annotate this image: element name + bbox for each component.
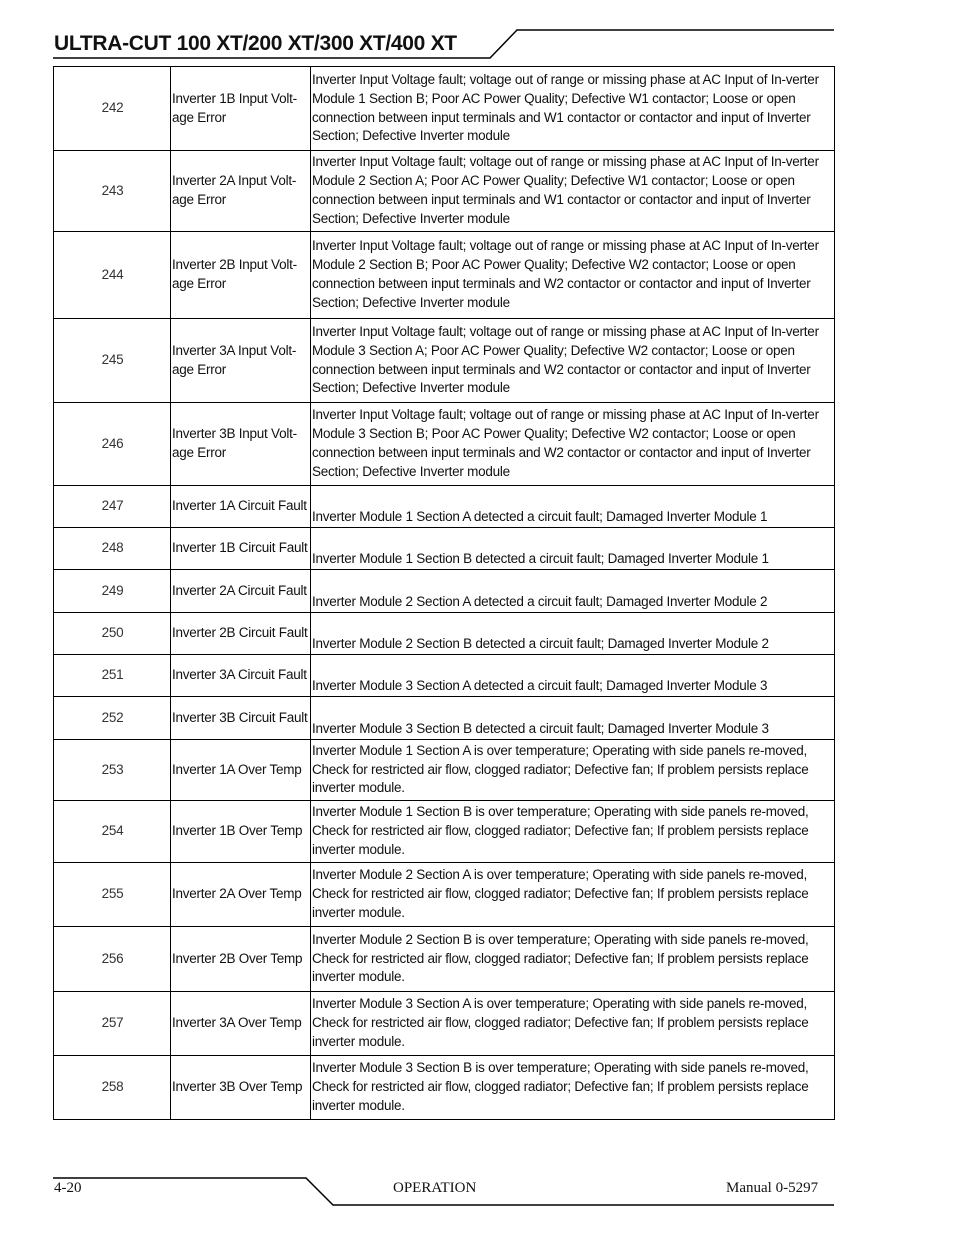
error-code: 242 [54,67,171,151]
error-code: 255 [54,863,171,927]
error-description: Inverter Input Voltage fault; voltage out of range or missing phase at AC Input of In-verter Module 2 Section B; Poor AC Power Quality; Defective W2 contactor; Loose or open connection between input terminals and W2 contactor or contactor and input of Inverter Section; Defective Inverter module [311,232,835,319]
error-code: 253 [54,740,171,801]
error-description: Inverter Module 3 Section A is over temperature; Operating with side panels re-moved, Check for restricted air flow, clogged radiator; Defective fan; If problem persists replace inverter module. [311,992,835,1056]
error-code: 244 [54,232,171,319]
table-row [54,863,835,927]
error-description: Inverter Module 1 Section A is over temperature; Operating with side panels re-moved, Check for restricted air flow, clogged radiator; Defective fan; If problem persists replace inverter module. [311,740,835,801]
error-code: 257 [54,992,171,1056]
error-name: Inverter 3B Over Temp [171,1056,311,1120]
table-row [54,570,835,613]
error-name: Inverter 1B Circuit Fault [171,528,311,570]
error-description: Inverter Module 1 Section B is over temperature; Operating with side panels re-moved, Check for restricted air flow, clogged radiator; Defective fan; If problem persists replace inverter module. [311,801,835,863]
table-row [54,403,835,486]
error-description: Inverter Module 1 Section A detected a circuit fault; Damaged Inverter Module 1 [311,486,835,528]
table-row [54,992,835,1056]
error-code: 246 [54,403,171,486]
error-description: Inverter Module 2 Section B detected a circuit fault; Damaged Inverter Module 2 [311,613,835,655]
table-row [54,927,835,992]
error-code: 243 [54,151,171,232]
error-description: Inverter Input Voltage fault; voltage out of range or missing phase at AC Input of In-verter Module 3 Section B; Poor AC Power Quality; Defective W2 contactor; Loose or open connection between input terminals and W2 contactor or contactor and input of Inverter Section; Defective Inverter module [311,403,835,486]
table-row [54,801,835,863]
page-number: 4-20 [54,1180,82,1196]
error-name: Inverter 2B Input Volt-age Error [171,232,311,319]
error-code: 256 [54,927,171,992]
error-name: Inverter 2B Over Temp [171,927,311,992]
error-code: 258 [54,1056,171,1120]
error-description: Inverter Module 2 Section A detected a circuit fault; Damaged Inverter Module 2 [311,570,835,613]
error-name: Inverter 1B Over Temp [171,801,311,863]
error-name: Inverter 3A Input Volt-age Error [171,319,311,403]
error-description: Inverter Input Voltage fault; voltage out of range or missing phase at AC Input of In-verter Module 2 Section A; Poor AC Power Quality; Defective W1 contactor; Loose or open connection between input terminals and W1 contactor or contactor and input of Inverter Section; Defective Inverter module [311,151,835,232]
error-description: Inverter Module 3 Section B detected a circuit fault; Damaged Inverter Module 3 [311,697,835,740]
manual-number: Manual 0-5297 [726,1180,819,1196]
table-row [54,655,835,697]
table-row [54,528,835,570]
error-name: Inverter 3B Circuit Fault [171,697,311,740]
error-code: 245 [54,319,171,403]
table-row [54,486,835,528]
error-name: Inverter 2A Circuit Fault [171,570,311,613]
error-description: Inverter Module 3 Section A detected a circuit fault; Damaged Inverter Module 3 [311,655,835,697]
error-name: Inverter 3A Over Temp [171,992,311,1056]
error-code: 248 [54,528,171,570]
section-name: OPERATION [393,1180,477,1196]
error-code: 254 [54,801,171,863]
table-row [54,740,835,801]
table-row [54,67,835,151]
error-name: Inverter 1B Input Volt-age Error [171,67,311,151]
error-code: 250 [54,613,171,655]
table-row [54,697,835,740]
error-description: Inverter Module 1 Section B detected a circuit fault; Damaged Inverter Module 1 [311,528,835,570]
error-description: Inverter Input Voltage fault; voltage out of range or missing phase at AC Input of In-verter Module 3 Section A; Poor AC Power Quality; Defective W2 contactor; Loose or open connection between input terminals and W2 contactor or contactor and input of Inverter Section; Defective Inverter module [311,319,835,403]
table-row [54,319,835,403]
error-name: Inverter 2B Circuit Fault [171,613,311,655]
table-row [54,151,835,232]
error-code: 252 [54,697,171,740]
error-name: Inverter 1A Over Temp [171,740,311,801]
error-name: Inverter 3B Input Volt-age Error [171,403,311,486]
error-name: Inverter 3A Circuit Fault [171,655,311,697]
error-description: Inverter Input Voltage fault; voltage out of range or missing phase at AC Input of In-verter Module 1 Section B; Poor AC Power Quality; Defective W1 contactor; Loose or open connection between input terminals and W1 contactor or contactor and input of Inverter Section; Defective Inverter module [311,67,835,151]
error-description: Inverter Module 2 Section A is over temperature; Operating with side panels re-moved, Check for restricted air flow, clogged radiator; Defective fan; If problem persists replace inverter module. [311,863,835,927]
table-row [54,613,835,655]
table-row [54,232,835,319]
error-code: 251 [54,655,171,697]
error-name: Inverter 1A Circuit Fault [171,486,311,528]
table-row [54,1056,835,1120]
error-description: Inverter Module 2 Section B is over temperature; Operating with side panels re-moved, Check for restricted air flow, clogged radiator; Defective fan; If problem persists replace inverter module. [311,927,835,992]
error-code: 249 [54,570,171,613]
error-code: 247 [54,486,171,528]
error-description: Inverter Module 3 Section B is over temperature; Operating with side panels re-moved, Check for restricted air flow, clogged radiator; Defective fan; If problem persists replace inverter module. [311,1056,835,1120]
page-title: ULTRA-CUT 100 XT/200 XT/300 XT/400 XT [54,32,457,55]
error-name: Inverter 2A Input Volt-age Error [171,151,311,232]
error-code-table [53,66,835,1120]
error-name: Inverter 2A Over Temp [171,863,311,927]
